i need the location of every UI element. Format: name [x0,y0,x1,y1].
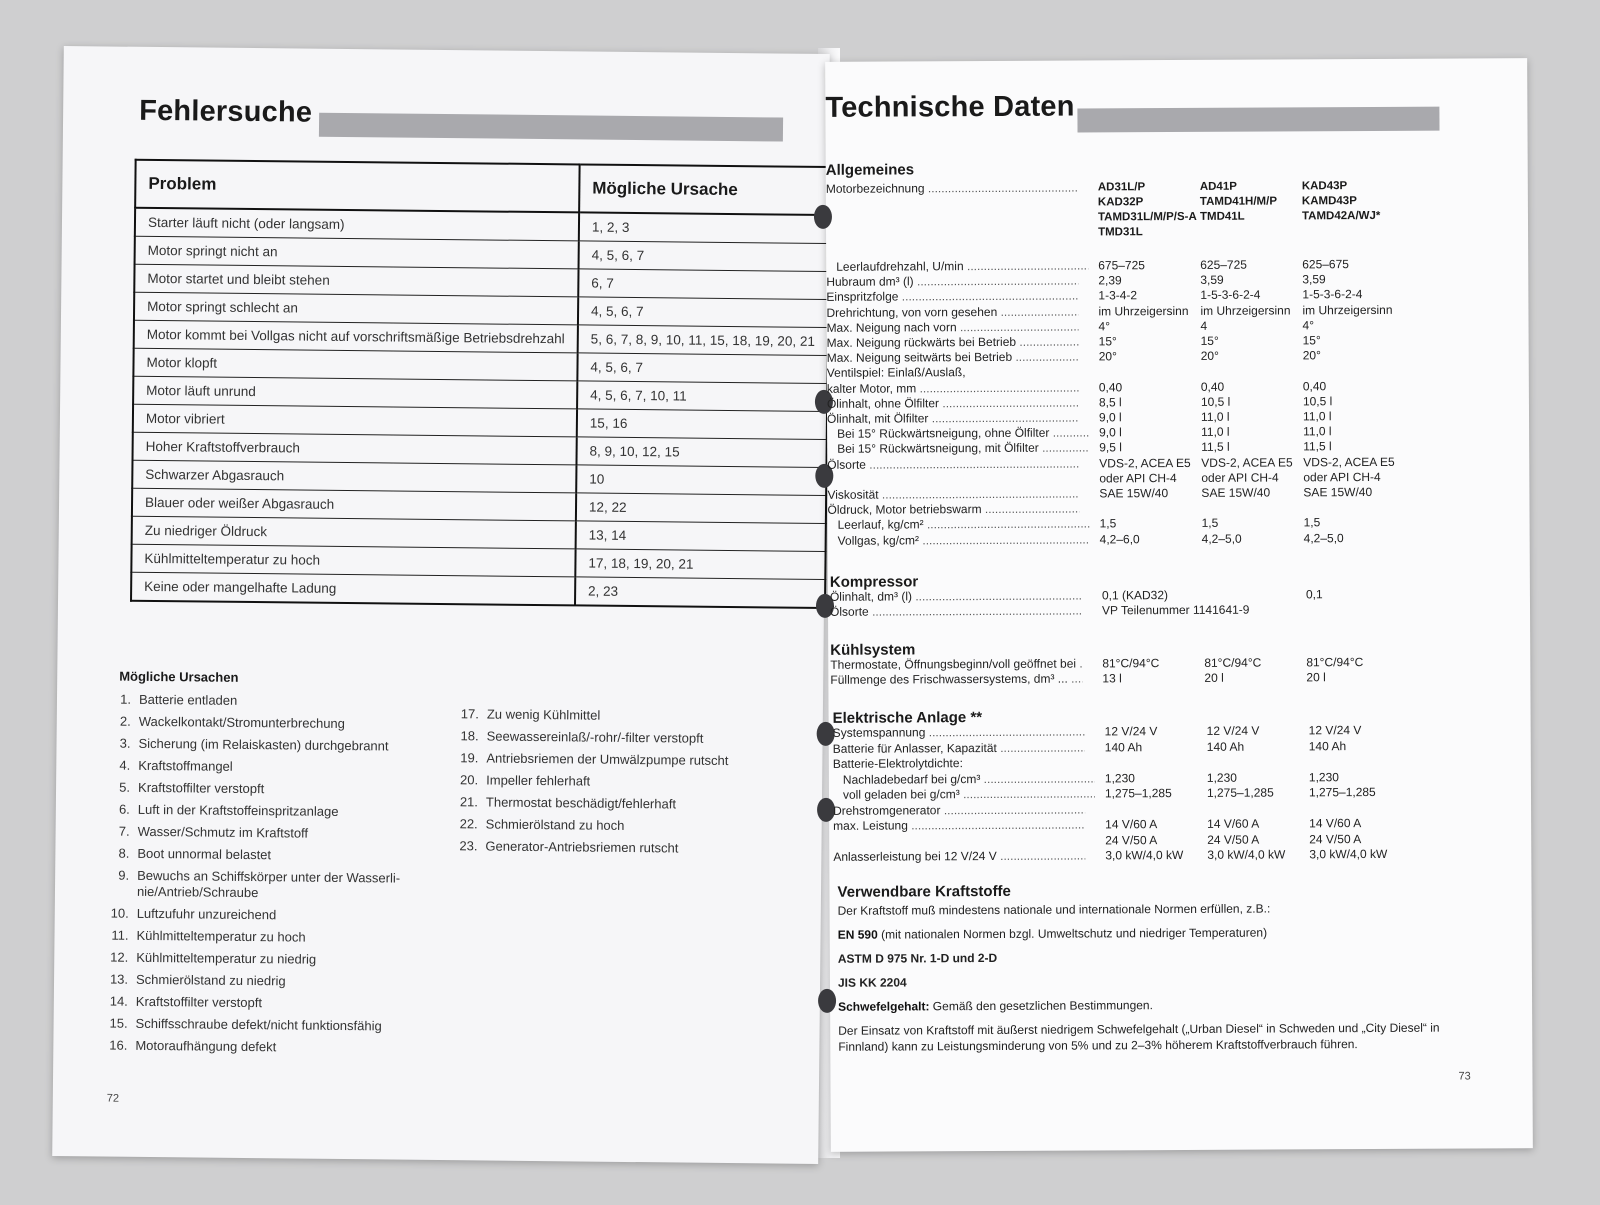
spec-label: Leerlauf, kg/cm² ..... [828,517,1090,533]
spec-label: Öldruck, Motor betriebswarm ..... [827,502,1079,518]
spec-label: Max. Neigung seitwärts bei Betrieb ..... [827,350,1079,366]
fuel-en590-text: (mit nationalen Normen bzgl. Umweltschutz und niedriger Temperaturen) [877,925,1268,942]
cause-cell: 8, 9, 10, 12, 15 [576,437,826,468]
spec-label: Motorbezeichnung ..... [826,181,1078,197]
spec-label: Hubraum dm³ (l) ..... [826,274,1078,290]
page-title-technische-daten: Technische Daten [825,90,1075,124]
spec-value-col-3: 20 l [1306,670,1326,685]
spec-label: max. Leistung ..... [833,817,1085,833]
spec-value-col-1: SAE 15W/40 [1099,486,1169,501]
spec-label: Drehrichtung, von vorn gesehen ..... [826,304,1078,320]
right-page [825,58,1533,1152]
cause-cell: 4, 5, 6, 7 [578,241,828,272]
spec-value-col-1: 8,5 l [1098,395,1122,410]
spec-value-col-1: 0,1 (KAD32) [1101,588,1169,603]
fuel-jis: JIS KK 2204 [837,975,907,990]
spec-value-col-1: im Uhrzeigersinn [1098,303,1189,319]
spec-value-col-1: 14 V/60 A [1105,817,1158,832]
spec-value-col-1: 2,39 [1098,273,1122,288]
spec-value-col-1: 4° [1098,319,1111,334]
list-item-text: Luftzufuhr unzureichend [136,905,277,923]
list-item-text: Boot unnormal belastet [137,845,272,863]
cause-cell: 4, 5, 6, 7 [577,353,827,384]
spec-value-col-2: 10,5 l [1200,394,1231,409]
causes-title: Mögliche Ursachen [119,668,239,685]
cause-cell: 10 [576,465,826,496]
list-item-text: Kühlmitteltemperatur zu niedrig [136,949,317,967]
section-title-kompressor: Kompressor [829,573,919,591]
fuel-sulfur-text: Gemäß den gesetzlichen Bestimmungen. [929,998,1153,1014]
fault-table-body [131,208,829,608]
list-item-text: Impeller fehlerhaft [486,772,591,789]
list-item-number: 5. [119,779,131,795]
cause-cell: 15, 16 [577,409,827,440]
cause-cell: 2, 23 [575,577,825,608]
fuel-sulfur-label: Schwefelgehalt: [838,999,930,1014]
spec-label [827,471,1079,472]
fuel-en590 [838,926,1267,942]
spec-value-col-3: 14 V/60 A [1309,816,1362,831]
model-column-3: KAD43P KAMD43P TAMD42A/WJ* [1301,180,1381,223]
spec-label: Ölsorte ..... [830,604,1082,620]
list-item-number: 8. [118,845,130,861]
spec-value-col-3: 11,5 l [1303,439,1332,454]
list-item-text: Bewuchs an Schiffskörper unter der Wasserli-nie/Antrieb/Schraube [136,867,401,901]
list-item [103,1037,423,1062]
problem-cell: Zu niedriger Öldruck [132,516,576,549]
cause-cell: 17, 18, 19, 20, 21 [575,549,825,580]
spec-label: Bei 15° Rückwärtsneigung, ohne Ölfilter ..... [827,426,1089,442]
spec-value-col-2: 140 Ah [1206,739,1245,754]
section-title-kraftstoffe: Verwendbare Kraftstoffe [837,882,1011,901]
spec-value-col-3: 20° [1302,348,1321,363]
left-page [52,46,830,1164]
spec-value-col-1: 3,0 kW/4,0 kW [1105,847,1184,863]
spec-label: kalter Motor, mm ..... [827,380,1079,396]
spec-value-col-1: 1,230 [1104,770,1135,785]
spec-value-col-2: 11,5 l [1201,440,1230,455]
spec-value-col-3: 3,59 [1302,272,1326,287]
spec-label: Thermostate, Öffnungsbeginn/voll geöffnet bei ..... [830,657,1082,673]
list-item-text: Sicherung (im Relaiskasten) durchgebrannt [138,735,389,754]
spec-value-col-2: 3,59 [1200,272,1224,288]
page-number: 73 [1458,1070,1471,1083]
spec-value-col-2: 1,275–1,285 [1206,785,1274,800]
spec-value-col-1: 4,2–6,0 [1099,531,1140,547]
title-bar [319,113,783,142]
problem-cell: Keine oder mangelhafte Ladung [131,572,575,605]
spec-value-col-2: oder API CH-4 [1201,470,1279,485]
column-header-cause: Mögliche Ursache [579,164,830,215]
problem-cell: Schwarzer Abgasrauch [132,460,576,493]
spec-value-col-1: 1,275–1,285 [1104,786,1172,801]
list-item-number: 16. [109,1037,128,1053]
spec-value-col-3: SAE 15W/40 [1303,484,1373,500]
list-item-number: 22. [459,816,478,832]
spec-value-col-3: 140 Ah [1308,738,1347,753]
fuel-note-line-1: Der Einsatz von Kraftstoff mit äußerst niedrigem Schwefelgehalt („Urban Diesel“ in Schweden und „City Diesel“ in [838,1020,1440,1038]
spec-value-col-1: 9,0 l [1098,410,1122,425]
spec-value-col-3: 4,2–5,0 [1303,530,1344,545]
spec-value-col-3: 0,1 [1305,587,1323,602]
causes-list-2 [453,706,785,863]
problem-cell: Kühlmitteltemperatur zu hoch [131,544,575,577]
fuel-sulfur [838,998,1153,1014]
kompressor-specs [829,586,1530,619]
list-item-number: 15. [109,1015,128,1031]
spec-value-col-3: 24 V/50 A [1309,831,1362,846]
spec-label: Vollgas, kg/cm² ..... [828,532,1090,548]
cause-cell: 13, 14 [576,521,826,552]
spec-value-col-2: 1,5 [1201,516,1219,531]
spec-value-col-3: 1,275–1,285 [1308,784,1376,800]
list-item-text: Wackelkontakt/Stromunterbrechung [138,713,346,731]
list-item-number: 14. [109,993,128,1009]
list-item-number: 6. [118,801,130,817]
fuel-astm: ASTM D 975 Nr. 1-D und 2-D [837,950,998,966]
spec-value-col-3: 11,0 l [1302,409,1332,424]
spec-row [828,530,1518,549]
spec-value-col-3: 10,5 l [1302,393,1333,409]
spec-value-col-3: VDS-2, ACEA E5 [1303,454,1395,469]
section-title-elektrische-anlage: Elektrische Anlage ** [832,709,983,727]
list-item-number: 21. [459,794,479,810]
list-item-text: Wasser/Schmutz im Kraftstoff [137,823,309,841]
problem-cell: Motor kommt bei Vollgas nicht auf vorschriftsmäßige Betriebsdrehzahl [134,320,578,353]
spec-value-col-3: 1-5-3-6-2-4 [1302,287,1363,302]
fault-table [130,159,831,609]
spec-label: Viskosität ..... [827,487,1079,503]
section-title-kuehlsystem: Kühlsystem [830,641,916,659]
spec-value-col-2: 0,40 [1200,379,1225,394]
spec-value-col-2: 1,230 [1206,770,1237,785]
list-item-number: 20. [460,772,479,788]
spec-value-col-2: 4 [1200,318,1208,333]
fuel-note-line-2: Finnland) kann zu Leistungsminderung von 5% und zu 2–3% höherem Kraftstoffverbrauch führen. [838,1037,1358,1054]
list-item-number: 18. [460,728,479,744]
spec-value-col-3: 1,5 [1303,515,1321,530]
list-item-text: Kraftstoffmangel [138,757,233,774]
problem-cell: Motor vibriert [133,404,577,437]
cause-cell: 12, 22 [576,493,826,524]
list-item-text: Thermostat beschädigt/fehlerhaft [485,794,677,812]
spec-value-col-1: VDS-2, ACEA E5 [1099,455,1191,471]
column-header-problem: Problem [135,160,579,213]
spec-value-col-2: 24 V/50 A [1207,832,1260,847]
spec-value-col-2: 14 V/60 A [1207,816,1260,831]
problem-cell: Motor springt schlecht an [134,292,578,325]
spec-row [833,846,1523,865]
spec-value-col-2: 11,0 l [1201,424,1230,440]
spec-value-col-1: 15° [1098,334,1117,349]
model-column-2: AD41P TAMD41H/M/P TMD41L [1199,180,1278,223]
spec-value-col-1: 24 V/50 A [1105,832,1158,847]
list-item-text: Generator-Antriebsriemen rutscht [485,838,679,856]
spec-row [830,601,1520,620]
cause-cell: 6, 7 [578,269,828,300]
spec-value-col-3: 11,0 l [1303,424,1332,439]
spec-value-col-1: 9,5 l [1099,440,1122,455]
spec-label: Batterie für Anlasser, Kapazität ..... [833,740,1085,756]
list-item-text: Antriebsriemen der Umwälzpumpe rutscht [486,750,729,769]
spec-value-col-1: VP Teilenummer 1141641-9 [1101,602,1250,618]
list-item-text: Schmierölstand zu niedrig [135,971,286,989]
spec-value-col-3: 15° [1302,333,1321,348]
spec-value-col-3: 0,40 [1302,378,1327,393]
list-item-text: Batterie entladen [138,691,238,708]
spec-value-col-2: 15° [1200,333,1219,348]
list-item-number: 12. [110,949,129,965]
spec-value-col-2: 4,2–5,0 [1201,531,1242,546]
list-item-number: 2. [119,713,131,729]
spec-label: Nachladebedarf bei g/cm³ ..... [833,771,1095,787]
list-item [105,867,425,908]
spec-label: Ölinhalt, mit Ölfilter ..... [827,411,1079,427]
spec-value-col-3: 625–675 [1302,257,1349,272]
spec-label: voll geladen bei g/cm³ ..... [833,786,1095,802]
spec-value-col-1: 1,5 [1099,516,1117,531]
title-bar [1077,107,1439,133]
spec-value-col-2: im Uhrzeigersinn [1200,303,1291,318]
spec-label: Füllmenge des Frischwassersystems, dm³ ... ..... [830,672,1082,688]
spec-value-col-3: 3,0 kW/4,0 kW [1309,846,1388,862]
problem-cell: Motor läuft unrund [133,376,577,409]
spec-value-col-3: oder API CH-4 [1303,469,1381,485]
table-header-row [135,160,830,215]
cause-cell: 4, 5, 6, 7 [578,297,828,328]
list-item-text: Schiffsschraube defekt/nicht funktionsfähig [135,1015,382,1034]
spec-label: Einspritzfolge ..... [826,289,1078,305]
spec-value-col-3: 1,230 [1308,769,1339,784]
problem-cell: Motor startet und bleibt stehen [134,264,578,297]
spec-value-col-1: 140 Ah [1104,739,1143,754]
list-item-text: Kraftstoffilter verstopft [135,993,263,1011]
spec-label: Ventilspiel: Einlaß/Auslaß, [826,365,966,381]
list-item-number: 7. [118,823,130,839]
spec-value-col-2: 12 V/24 V [1206,723,1260,738]
spec-row [830,669,1520,688]
kuehl-specs [830,654,1530,687]
spec-value-col-3: 12 V/24 V [1308,723,1362,738]
section-title-allgemeines: Allgemeines [825,161,915,179]
spec-value-col-1: 1-3-4-2 [1098,288,1138,303]
list-item-number: 17. [460,706,479,722]
list-item-number: 9. [118,867,130,883]
model-column-1: AD31L/P KAD32P TAMD31L/M/P/S-A TMD31L [1097,181,1197,239]
cause-cell: 5, 6, 7, 8, 9, 10, 11, 15, 18, 19, 20, 21 [578,325,828,356]
fuel-intro: Der Kraftstoff muß mindestens nationale und internationale Normen erfüllen, z.B.: [837,901,1271,918]
spec-value-col-1: oder API CH-4 [1099,470,1177,486]
spec-label: Systemspannung ..... [833,724,1085,740]
spec-value-col-2: 81°C/94°C [1204,655,1262,670]
list-item-text: Kraftstoffilter verstopft [137,779,265,797]
spec-label: Max. Neigung nach vorn ..... [827,319,1079,335]
list-item [453,838,783,863]
list-item-number: 1. [120,691,132,707]
spec-label: Drehstromgenerator ..... [833,802,1085,818]
spec-label: Max. Neigung rückwärts bei Betrieb ..... [827,335,1079,351]
page-title-fehlersuche: Fehlersuche [138,94,313,129]
spec-label: Anlasserleistung bei 12 V/24 V ..... [833,848,1085,864]
problem-cell: Motor springt nicht an [135,236,579,269]
spec-value-col-3: 4° [1302,318,1315,333]
spec-label: Ölsorte ..... [827,456,1079,472]
spec-value-col-1: 20° [1098,349,1117,364]
fuel-en590-label: EN 590 [837,927,878,942]
spec-value-col-2: 625–725 [1200,257,1247,272]
cause-cell: 1, 2, 3 [579,212,829,243]
spec-value-col-1: 13 l [1102,671,1122,686]
spec-value-col-2: VDS-2, ACEA E5 [1201,454,1293,470]
spec-value-col-2: 3,0 kW/4,0 kW [1207,847,1286,862]
spec-value-col-1: 12 V/24 V [1104,724,1158,739]
list-item-text: Motoraufhängung defekt [135,1037,277,1055]
table-row [131,572,825,608]
list-item-text: Schmierölstand zu hoch [485,816,625,833]
spec-label: Batterie-Elektrolytdichte: [832,756,963,771]
spec-value-col-2: SAE 15W/40 [1201,485,1271,500]
spec-value-col-1: 81°C/94°C [1102,656,1160,671]
list-item-number: 11. [111,927,129,943]
spec-value-col-2: 20 l [1204,670,1224,685]
spec-value-col-2: 1-5-3-6-2-4 [1200,287,1261,303]
list-item-number: 10. [110,905,129,921]
cause-cell: 4, 5, 6, 7, 10, 11 [577,381,827,412]
general-specs [826,256,1526,548]
spec-label: Ölinhalt, ohne Ölfilter ..... [827,395,1079,411]
list-item-number: 4. [119,757,131,773]
problem-cell: Blauer oder weißer Abgasrauch [132,488,576,521]
spec-value-col-1: 0,40 [1098,379,1123,395]
list-item-number: 3. [119,735,131,751]
page-number: 72 [106,1092,120,1105]
spec-label [833,833,1085,834]
spec-label: Leerlaufdrehzahl, U/min ..... [826,258,1088,274]
list-item-number: 19. [460,750,479,766]
spec-value-col-3: im Uhrzeigersinn [1302,302,1393,317]
spec-value-col-1: 675–725 [1098,258,1145,273]
spec-value-col-1: 9,0 l [1099,425,1122,440]
spec-value-col-2: 11,0 l [1200,409,1230,424]
list-item-text: Kühlmitteltemperatur zu hoch [136,927,306,945]
list-item-text: Seewassereinlaß/-rohr/-filter verstopft [486,728,704,746]
list-item-number: 23. [459,838,478,854]
problem-cell: Motor klopft [133,348,577,381]
spec-value-col-3: 81°C/94°C [1306,655,1364,670]
spec-label: Bei 15° Rückwärtsneigung, mit Ölfilter ..... [827,441,1089,457]
spec-label: Ölinhalt, dm³ (l) ..... [830,589,1082,605]
causes-list-1 [103,692,427,1063]
list-item-text: Zu wenig Kühlmittel [486,706,601,723]
spec-value-col-2: 20° [1200,348,1219,364]
list-item-number: 13. [109,971,129,987]
problem-cell: Starter läuft nicht (oder langsam) [135,208,579,241]
list-item-text: Luft in der Kraftstoffeinspritzanlage [137,801,339,819]
problem-cell: Hoher Kraftstoffverbrauch [132,432,576,465]
